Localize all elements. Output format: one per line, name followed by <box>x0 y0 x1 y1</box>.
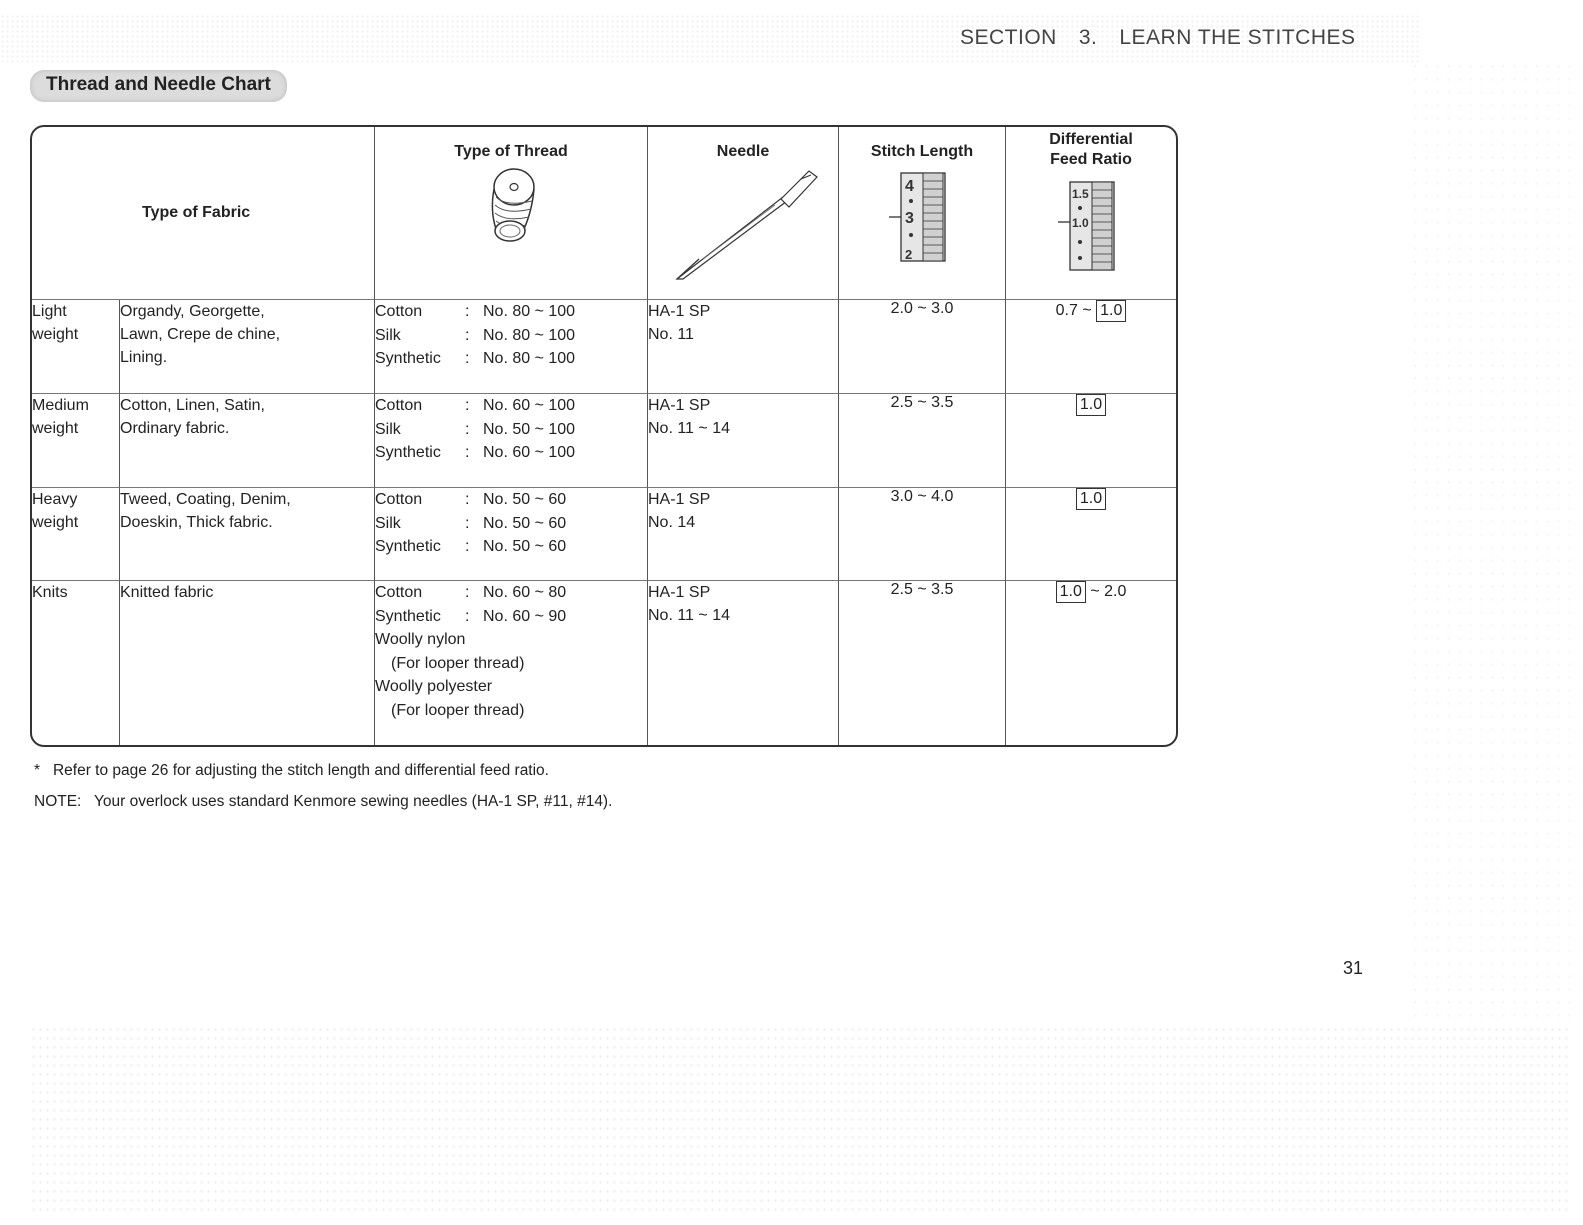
page-number: 31 <box>1343 958 1364 978</box>
table-row-medium <box>32 394 1176 488</box>
section-header: SECTION 3. LEARN THE STITCHES <box>960 26 1356 49</box>
stitch-length-dial-icon <box>839 167 1005 267</box>
fabric-cell: Knitted fabric <box>120 581 375 745</box>
table-row-knits <box>32 581 1176 745</box>
scan-noise-right <box>1410 60 1580 1020</box>
stitch-length-cell: 2.5 ~ 3.5 <box>839 394 1006 488</box>
needle-cell: HA-1 SP No. 11 ~ 14 <box>648 581 839 745</box>
thread-spool-icon <box>375 167 647 247</box>
table-row-light <box>32 300 1176 394</box>
feed-ratio-cell <box>1006 394 1176 488</box>
needle-cell: HA-1 SP No. 11 ~ 14 <box>648 394 839 488</box>
stitch-length-cell: 2.0 ~ 3.0 <box>839 300 1006 394</box>
svg-text:4: 4 <box>905 178 914 195</box>
stitch-length-cell: 3.0 ~ 4.0 <box>839 488 1006 581</box>
scan-noise-bottom <box>30 1025 1570 1215</box>
header-fabric: Type of Fabric <box>32 127 375 300</box>
feed-ratio-dial-icon <box>1006 176 1176 276</box>
category-cell: Light weight <box>32 300 120 394</box>
category-cell: Medium weight <box>32 394 120 488</box>
footnote: * Refer to page 26 for adjusting the stitch length and differential feed ratio. <box>34 762 549 779</box>
default-ratio-box: 1.0 <box>1096 300 1126 322</box>
needle-cell: HA-1 SP No. 14 <box>648 488 839 581</box>
thread-cell: Cotton : No. 60 ~ 80 Synthetic : No. 60 ~ 90 Woolly nylon (For looper thread) Woolly polyester (For looper thread) <box>375 581 648 745</box>
fabric-cell: Cotton, Linen, Satin, Ordinary fabric. <box>120 394 375 488</box>
fabric-cell: Organdy, Georgette, Lawn, Crepe de chine, Lining. <box>120 300 375 394</box>
stitch-length-cell: 2.5 ~ 3.5 <box>839 581 1006 745</box>
default-ratio-box: 1.0 <box>1076 394 1106 416</box>
category-cell: Knits <box>32 581 120 745</box>
table-row-heavy <box>32 488 1176 581</box>
header-needle: Needle <box>648 127 839 300</box>
header-thread: Type of Thread <box>375 127 648 300</box>
needle-cell: HA-1 SP No. 11 <box>648 300 839 394</box>
svg-text:3: 3 <box>905 210 914 227</box>
thread-cell: Cotton : No. 80 ~ 100 Silk : No. 80 ~ 100 Synthetic : No. 80 ~ 100 <box>375 300 648 394</box>
chart-title: Thread and Needle Chart <box>30 70 287 102</box>
table-header-row <box>32 127 1176 300</box>
note: NOTE: Your overlock uses standard Kenmore sewing needles (HA-1 SP, #11, #14). <box>34 793 613 810</box>
feed-ratio-cell: 0.7 ~ 1.0 <box>1006 300 1176 394</box>
svg-text:1.5: 1.5 <box>1072 187 1089 201</box>
feed-ratio-cell: 1.0 ~ 2.0 <box>1006 581 1176 745</box>
header-stitch-length: Stitch Length 4 3 2 <box>839 127 1006 300</box>
svg-text:2: 2 <box>905 247 913 262</box>
thread-cell: Cotton : No. 50 ~ 60 Silk : No. 50 ~ 60 Synthetic : No. 50 ~ 60 <box>375 488 648 581</box>
thread-cell: Cotton : No. 60 ~ 100 Silk : No. 50 ~ 100 Synthetic : No. 60 ~ 100 <box>375 394 648 488</box>
svg-text:1.0: 1.0 <box>1072 216 1089 230</box>
default-ratio-box: 1.0 <box>1056 581 1086 603</box>
category-cell: Heavy weight <box>32 488 120 581</box>
needle-icon <box>648 167 838 287</box>
fabric-cell: Tweed, Coating, Denim, Doeskin, Thick fabric. <box>120 488 375 581</box>
feed-ratio-cell <box>1006 488 1176 581</box>
thread-needle-table <box>30 125 1178 747</box>
default-ratio-box: 1.0 <box>1076 488 1106 510</box>
header-feed-ratio: Differential Feed Ratio 1.5 1.0 <box>1006 127 1176 300</box>
